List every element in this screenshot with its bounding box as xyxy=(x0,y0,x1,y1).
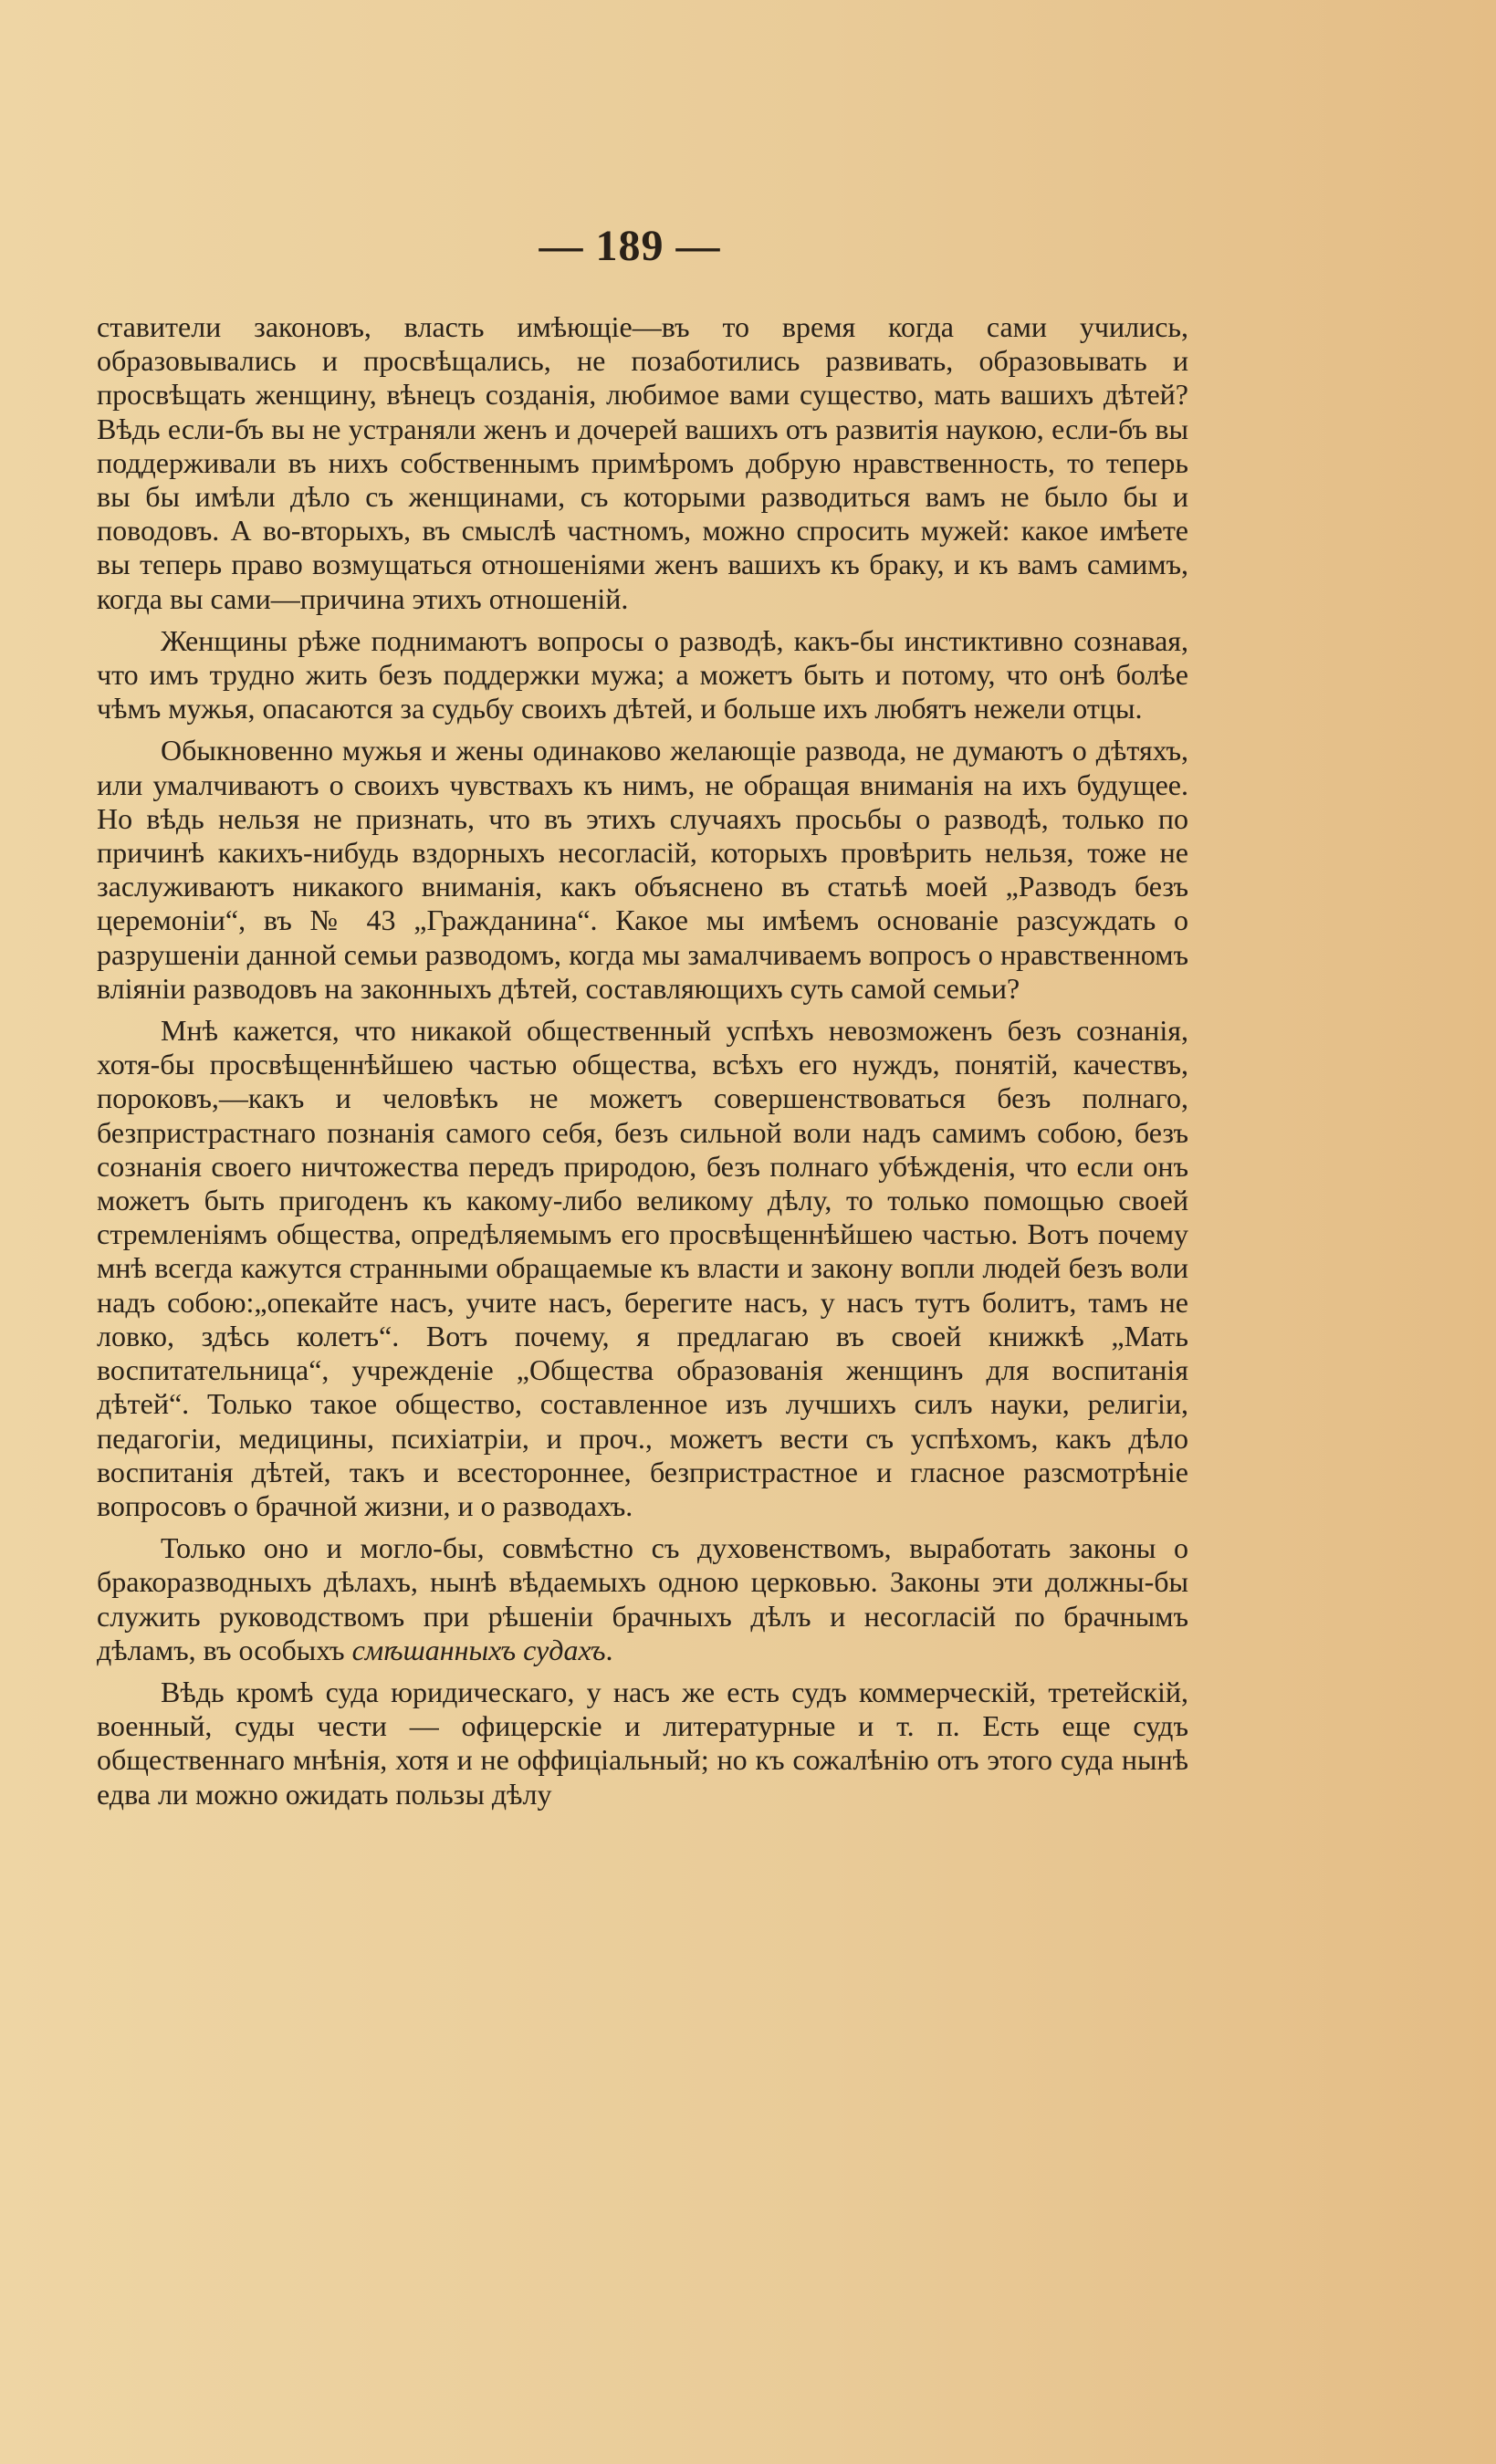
paragraph-3: Обыкновенно мужья и жены одинаково желающіе развода, не думаютъ о дѣтяхъ, или умалчиваютъ о своихъ чувствахъ къ нимъ, не обращая вниманія на ихъ будущее. Но вѣдь нельзя не признать, что въ этихъ случаяхъ просьбы о разводѣ, только по причинѣ какихъ-нибудь вздорныхъ несогласій, которыхъ провѣрить нельзя, тоже не заслуживаютъ никакого вниманія, какъ объяснено въ статьѣ моей „Разводъ безъ церемоніи“, въ № 43 „Гражданина“. Какое мы имѣемъ основаніе разсуждать о разрушеніи данной семьи разводомъ, когда мы замалчиваемъ вопросъ о нравственномъ вліяніи разводовъ на законныхъ дѣтей, составляющихъ суть самой семьи? xyxy=(97,734,1188,1005)
paragraph-5-text: Только оно и могло-бы, совмѣстно съ духовенствомъ, выработать законы о бракоразводныхъ дѣлахъ, нынѣ вѣдаемыхъ одною церковью. Законы эти должны-бы служить руководствомъ при рѣшеніи брачныхъ дѣлъ и несогласій по брачнымъ дѣламъ, въ особыхъ xyxy=(97,1531,1188,1666)
paragraph-6: Вѣдь кромѣ суда юридическаго, у насъ же есть судъ коммерческій, третейскій, военный, суды чести — офицерскіе и литературные и т. п. Есть еще судъ общественнаго мнѣнія, хотя и не оффиціальный; но къ сожалѣнію отъ этого суда нынѣ едва ли можно ожидать пользы дѣлу xyxy=(97,1675,1188,1811)
paragraph-1: ставители законовъ, власть имѣющіе—въ то время когда сами учились, образовывались и просвѣщались, не позаботились развивать, образовывать и просвѣщать женщину, вѣнецъ созданія, любимое вами существо, мать вашихъ дѣтей? Вѣдь если-бъ вы не устраняли женъ и дочерей вашихъ отъ развитія наукою, если-бъ вы поддерживали въ нихъ собственнымъ примѣромъ добрую нравственность, то теперь вы бы имѣли дѣло съ женщинами, съ которыми разводиться вамъ не было бы и поводовъ. А во-вторыхъ, въ смыслѣ частномъ, можно спросить мужей: какое имѣете вы теперь право возмущаться отношеніями женъ вашихъ къ браку, и къ вамъ самимъ, когда вы сами—причина этихъ отношеній. xyxy=(97,310,1188,615)
paragraph-5-italic-phrase: смѣшанныхъ судахъ xyxy=(351,1633,606,1666)
paragraph-2: Женщины рѣже поднимаютъ вопросы о разводѣ, какъ-бы инстиктивно сознавая, что имъ трудно жить безъ поддержки мужа; а можетъ быть и потому, что онѣ болѣе чѣмъ мужья, опасаются за судьбу своихъ дѣтей, и больше ихъ любятъ нежели отцы. xyxy=(97,623,1188,726)
paragraph-5 xyxy=(97,1531,1188,1667)
page-number: — 189 — xyxy=(539,222,721,270)
body-text xyxy=(97,310,1188,1820)
paragraph-4: Мнѣ кажется, что никакой общественный успѣхъ невозможенъ безъ сознанія, хотя-бы просвѣщеннѣйшею частью общества, всѣхъ его нуждъ, понятій, качествъ, пороковъ,—какъ и человѣкъ не можетъ совершенствоваться безъ полнаго, безпристрастнаго познанія самого себя, безъ сильной воли надъ самимъ собою, безъ сознанія своего ничтожества передъ природою, безъ полнаго убѣжденія, что если онъ можетъ быть пригоденъ къ какому-либо великому дѣлу, то только помощью своей стремленіямъ общества, опредѣляемымъ его просвѣщеннѣйшею частью. Вотъ почему мнѣ всегда кажутся странными обращаемые къ власти и закону вопли людей безъ воли надъ собою:„опекайте насъ, учите насъ, берегите насъ, у насъ тутъ болитъ, тамъ не ловко, здѣсь колетъ“. Вотъ почему, я предлагаю въ своей книжкѣ „Мать воспитательница“, учрежденіе „Общества образованія женщинъ для воспитанія дѣтей“. Только такое общество, составленное изъ лучшихъ силъ науки, религіи, педагогіи, медицины, психіатріи, и проч., можетъ вести съ успѣхомъ, какъ дѣло воспитанія дѣтей, такъ и всестороннее, безпристрастное и гласное разсмотрѣніе вопросовъ о брачной жизни, и о разводахъ. xyxy=(97,1014,1188,1522)
paragraph-5-period: . xyxy=(605,1633,613,1666)
